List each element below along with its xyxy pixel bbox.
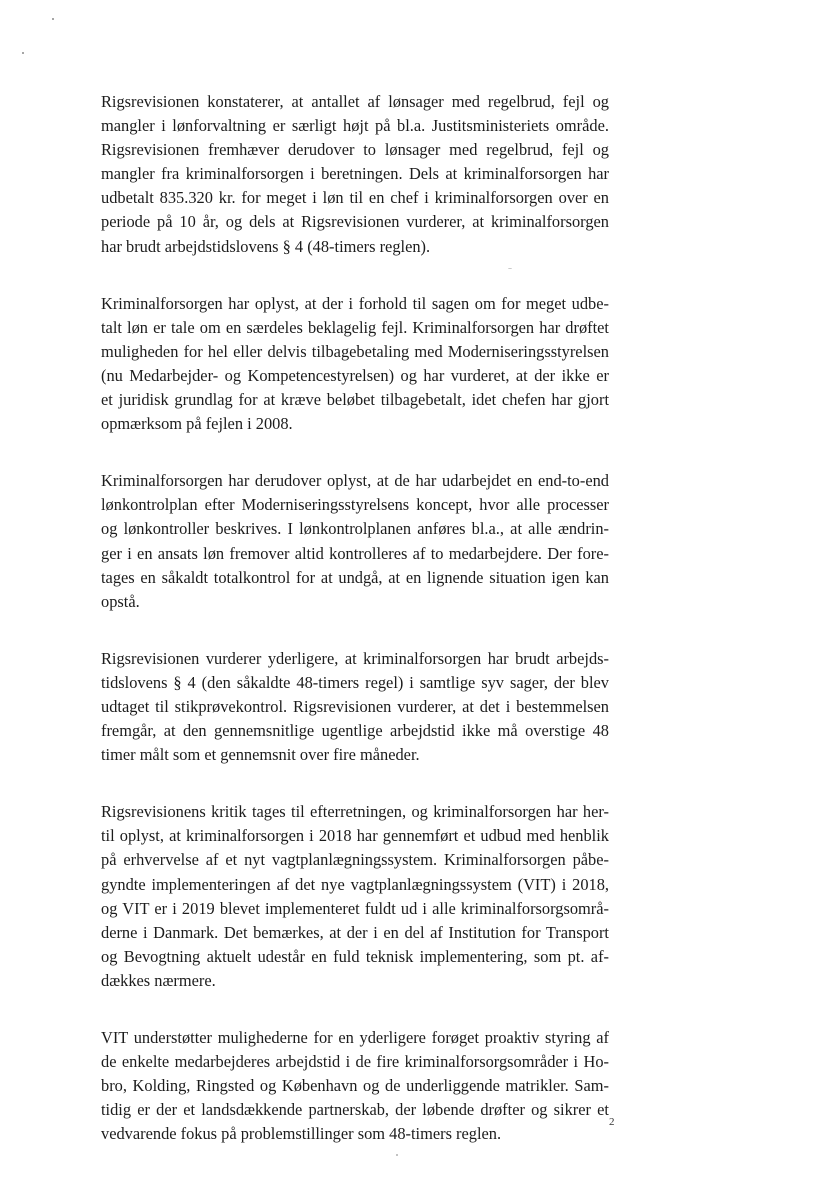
paragraph-2 [101,292,609,437]
text-line: Rigsrevisionen konstaterer, at antallet af lønsager med regelbrud, fejl og [101,92,609,111]
text-line: lønkontrolplan efter Moderniseringsstyrelsens koncept, hvor alle processer [101,495,609,515]
text-line: tidig er der et landsdækkende partnerskab, der løbende drøfter og sikrer et [101,1100,609,1120]
text-line: udtaget til stikprøvekontrol. Rigsrevisionen vurderer, at det i bestemmelsen [101,696,609,716]
text-line: opmærksom på fejlen i 2008. [101,414,293,434]
text-line: mangler fra kriminalforsorgen i beretningen. Dels at kriminalforsorgen har [101,164,609,184]
text-line: vedvarende fokus på problemstillinger som 48-timers reglen. [101,1124,502,1144]
text-line: gyndte implementeringen af det nye vagtplanlægningssystem (VIT) i 2018, [101,874,609,894]
text-line: Rigsrevisionen fremhæver derudover to lønsager med regelbrud, fejl og [101,140,609,160]
text-line: har brudt arbejdstidslovens § 4 (48-timers reglen). [101,236,431,256]
document-body [101,90,609,1179]
text-line: Rigsrevisionens kritik tages til efterretningen, og kriminalforsorgen har her- [101,802,609,822]
text-line: bro, Kolding, Ringsted og København og de underliggende matrikler. Sam- [101,1076,609,1096]
paragraph-5 [101,800,609,993]
text-line: talt løn er tale om en særdeles beklagelig fejl. Kriminalforsorgen har drøftet [101,317,609,337]
paragraph-3 [101,469,609,614]
text-line: og lønkontroller beskrives. I lønkontrolplanen anføres bl.a., at alle ændrin- [101,519,609,539]
text-line: tidslovens § 4 (den såkaldte 48-timers regel) i samtlige syv sager, der blev [101,672,609,692]
scan-speck [396,1154,398,1156]
text-line: til oplyst, at kriminalforsorgen i 2018 har gennemført et udbud med henblik [101,826,609,846]
paragraph-6 [101,1026,609,1146]
text-line: ger i en ansats løn fremover altid kontrolleres af to medarbejdere. Der fore- [101,543,609,563]
text-line: udbetalt 835.320 kr. for meget i løn til en chef i kriminalforsorgen over en [101,188,609,208]
text-line: de enkelte medarbejderes arbejdstid i de fire kriminalforsorgsområder i Ho- [101,1052,609,1072]
scan-speck [52,18,54,20]
page-number: 2 [609,1116,615,1128]
paragraph-1 [101,90,609,259]
text-line: dækkes nærmere. [101,970,216,990]
text-line: muligheden for hel eller delvis tilbagebetaling med Moderniseringsstyrelsen [101,341,609,361]
text-line: tages en såkaldt totalkontrol for at undgå, at en lignende situation igen kan [101,567,609,587]
paragraph-4 [101,647,609,767]
text-line: Kriminalforsorgen har oplyst, at der i forhold til sagen om for meget udbe- [101,293,609,313]
text-line: mangler i lønforvaltning er særligt højt på bl.a. Justitsministeriets område. [101,116,609,136]
text-line: og Bevogtning aktuelt udestår en fuld teknisk implementering, som pt. af- [101,946,609,966]
text-line: periode på 10 år, og dels at Rigsrevisionen vurderer, at kriminalforsorgen [101,212,609,232]
text-line: timer målt som et gennemsnit over fire måneder. [101,745,420,765]
text-line: Rigsrevisionen vurderer yderligere, at kriminalforsorgen har brudt arbejds- [101,648,609,668]
text-line: opstå. [101,591,140,611]
text-line: Kriminalforsorgen har derudover oplyst, at de har udarbejdet en end-to-end [101,471,609,491]
text-line: på erhvervelse af et nyt vagtplanlægningssystem. Kriminalforsorgen påbe- [101,850,609,870]
text-line: et juridisk grundlag for at kræve beløbet tilbagebetalt, idet chefen har gjort [101,390,609,410]
text-line: VIT understøtter mulighederne for en yderligere forøget proaktiv styring af [101,1028,609,1047]
scan-speck [22,52,24,54]
text-line: derne i Danmark. Det bemærkes, at der i en del af Institution for Transport [101,922,609,942]
text-line: og VIT er i 2019 blevet implementeret fuldt ud i alle kriminalforsorgsområ- [101,898,609,918]
text-line: fremgår, at den gennemsnitlige ugentlige arbejdstid ikke må overstige 48 [101,721,609,741]
text-line: (nu Medarbejder- og Kompetencestyrelsen) og har vurderet, at der ikke er [101,365,609,385]
